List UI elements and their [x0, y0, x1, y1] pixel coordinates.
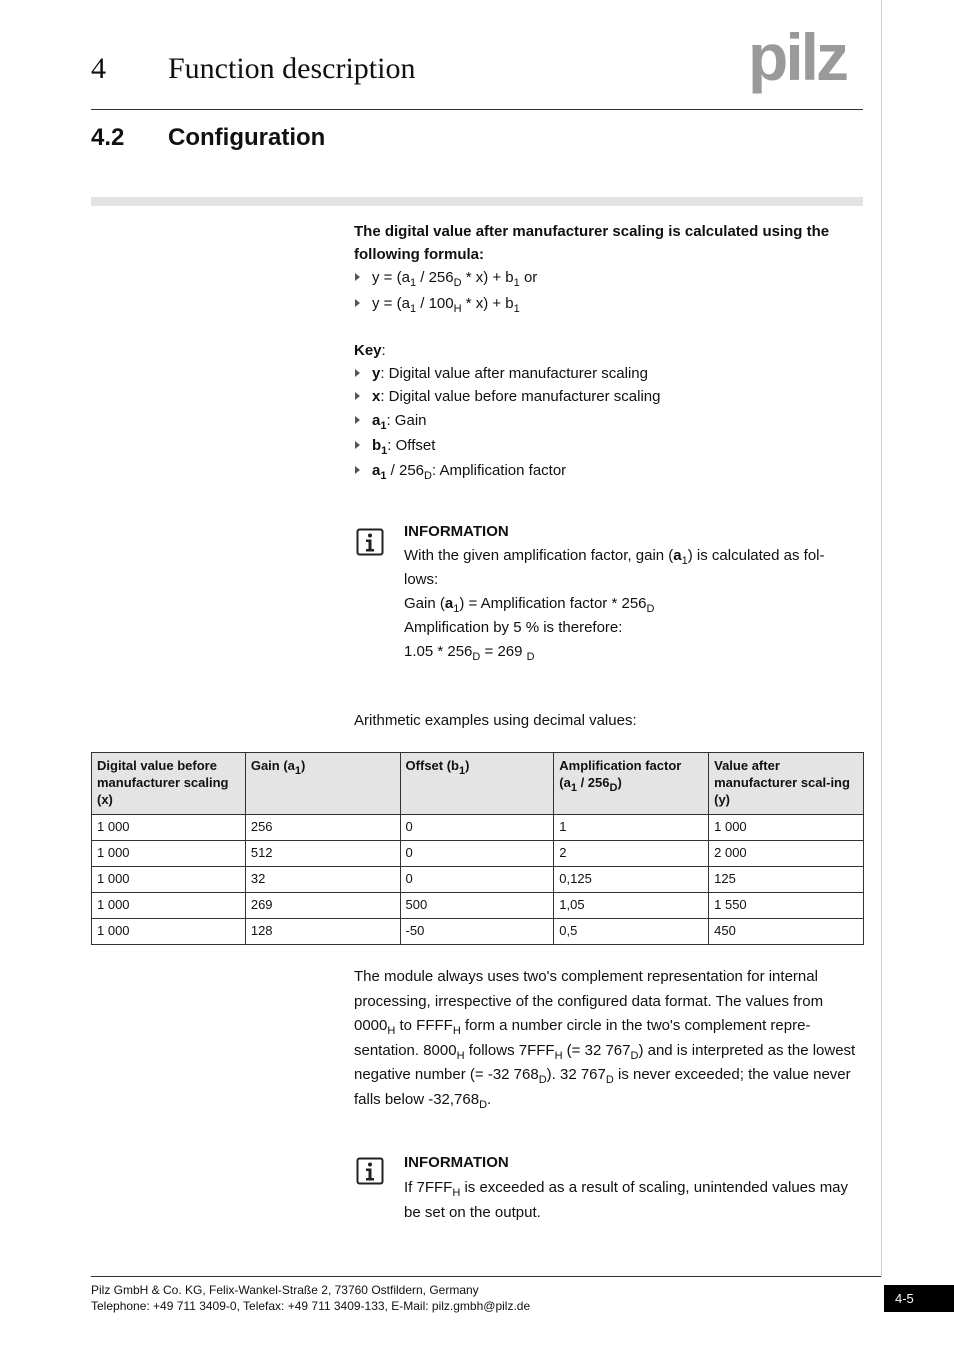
- information-note: [404, 1150, 864, 1225]
- footer-contact: Telephone: +49 711 3409-0, Telefax: +49 711 3409-133, E-Mail: pilz.gmbh@pilz.de: [91, 1299, 531, 1313]
- column-header: Value after manufacturer scal-ing (y): [709, 753, 864, 815]
- column-header: Gain $(a_1)$: [245, 753, 400, 815]
- pilz-logo-text: pilz: [748, 28, 846, 94]
- column-header: Digital value before manufacturer scaling (x): [92, 753, 246, 815]
- chapter-number: 4: [91, 52, 106, 85]
- formula-item: $y = (a_1 / 100_H * x) + b_1$: [354, 292, 864, 315]
- table-cell: 0,5: [554, 919, 709, 945]
- section-number: 4.2: [91, 124, 125, 151]
- table-cell: 256: [245, 815, 400, 841]
- chapter-title: Function description: [168, 52, 416, 85]
- table-cell: 1 000: [709, 815, 864, 841]
- table-cell: 1 000: [92, 867, 246, 893]
- footer: [91, 1282, 530, 1314]
- table-cell: 1 000: [92, 893, 246, 919]
- examples-table: [91, 752, 864, 945]
- information-note: [404, 520, 864, 664]
- formula-item: $y = (a_1 / 256_D * x) + b_1$ or: [354, 266, 864, 289]
- table-cell: 500: [400, 893, 554, 919]
- formula-block: [354, 220, 864, 315]
- bullet-arrow-icon: [355, 466, 360, 474]
- table-cell: 1 000: [92, 841, 246, 867]
- information-line: $1.05 * 256_D = 269$ $_D$: [404, 643, 535, 663]
- table-cell: 125: [709, 867, 864, 893]
- table-cell: 450: [709, 919, 864, 945]
- bullet-arrow-icon: [355, 416, 360, 424]
- table-row: [92, 919, 864, 945]
- table-row: [92, 867, 864, 893]
- table-cell: 2: [554, 841, 709, 867]
- table-cell: 269: [245, 893, 400, 919]
- table-cell: 1: [554, 815, 709, 841]
- key-heading: Key:: [354, 342, 386, 359]
- information-icon: [356, 1157, 384, 1185]
- twos-complement-paragraph: The module always uses two's complement representation for internal processing, irrespective of the configured data format. The values from $0000_H$ to $FFFF_H$ form a number circle in the two's complement repre-sentation. $8000_H$ follows $7FFF_H$ (= 32 $767_D$) and is interpreted as the lowest negative number (= -32 $768_D$). 32 $767_D$ is never exceeded; the value never falls below $-32,768_D$.: [354, 968, 856, 1111]
- table-cell: 1 000: [92, 919, 246, 945]
- table-row: [92, 815, 864, 841]
- column-header: Offset $(b_1)$: [400, 753, 554, 815]
- table-cell: 2 000: [709, 841, 864, 867]
- information-icon: [356, 528, 384, 556]
- key-item: y: Digital value after manufacturer scaling: [354, 362, 864, 385]
- information-text: If $7FFF_H$ is exceeded as a result of scaling, unintended values may be set on the output.: [404, 1179, 849, 1221]
- bullet-arrow-icon: [355, 273, 360, 281]
- header-rule: [91, 109, 863, 110]
- key-block: [354, 339, 864, 482]
- bullet-arrow-icon: [355, 369, 360, 377]
- information-line: lows:: [404, 571, 439, 588]
- column-header: Amplification factor $(a_1 / 256_D)$: [554, 753, 709, 815]
- bullet-arrow-icon: [355, 392, 360, 400]
- table-cell: 32: [245, 867, 400, 893]
- page-number: 4-5: [884, 1285, 954, 1312]
- key-item: $a_1$: Gain: [354, 409, 864, 432]
- information-heading: INFORMATION: [404, 1154, 509, 1171]
- table-cell: 0,125: [554, 867, 709, 893]
- information-line: Gain $(a_1)$ = Amplification factor * $256_D$: [404, 595, 655, 615]
- section-title: Configuration: [168, 124, 326, 151]
- table-row: [92, 841, 864, 867]
- table-cell: -50: [400, 919, 554, 945]
- table-header-row: [92, 753, 864, 815]
- table-cell: 1 550: [709, 893, 864, 919]
- information-heading: INFORMATION: [404, 523, 509, 540]
- pilz-logo: [748, 28, 866, 94]
- table-row: [92, 893, 864, 919]
- bullet-arrow-icon: [355, 441, 360, 449]
- table-cell: 512: [245, 841, 400, 867]
- footer-address: Pilz GmbH & Co. KG, Felix-Wankel-Straße 2, 73760 Ostfildern, Germany: [91, 1283, 479, 1297]
- examples-caption: Arithmetic examples using decimal values:: [354, 712, 637, 729]
- section-divider-bar: [91, 197, 863, 206]
- key-item: $a_1 / 256_D$: Amplification factor: [354, 459, 864, 482]
- bullet-arrow-icon: [355, 299, 360, 307]
- information-line: With the given amplification factor, gain $(a_1)$ is calculated as fol-: [404, 547, 825, 567]
- information-line: Amplification by 5 % is therefore:: [404, 619, 623, 636]
- footer-rule: [91, 1276, 881, 1277]
- table-cell: 1,05: [554, 893, 709, 919]
- formula-intro: The digital value after manufacturer scaling is calculated using the following formula:: [354, 223, 830, 263]
- right-margin-rule: [881, 0, 882, 1277]
- table-cell: 0: [400, 867, 554, 893]
- key-item: x: Digital value before manufacturer scaling: [354, 385, 864, 408]
- table-cell: 0: [400, 815, 554, 841]
- table-cell: 128: [245, 919, 400, 945]
- table-cell: 0: [400, 841, 554, 867]
- table-cell: 1 000: [92, 815, 246, 841]
- key-item: $b_1$: Offset: [354, 434, 864, 457]
